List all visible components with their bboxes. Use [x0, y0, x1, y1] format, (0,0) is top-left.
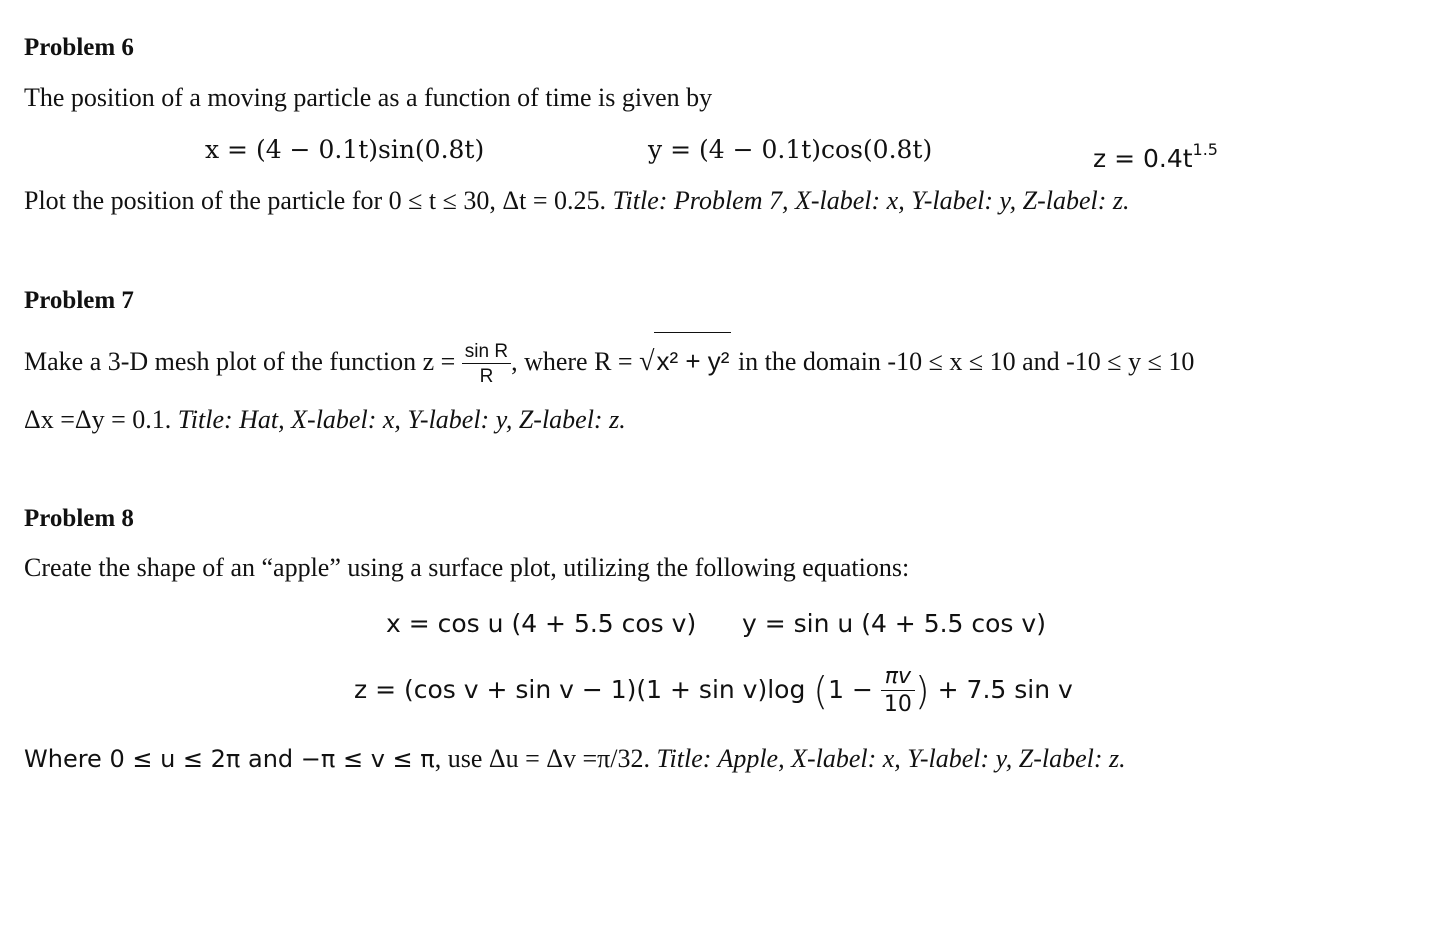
problem-8-domain-line: [24, 743, 1126, 775]
right-paren: ): [914, 669, 930, 713]
fraction-denominator: 10: [883, 692, 912, 717]
fraction-denominator: R: [479, 366, 494, 388]
pi-v-over-10-fraction: [881, 666, 915, 716]
problem-8-equation-y: y = sin u (4 + 5.5 cos v): [742, 609, 1046, 638]
sinr-over-r-fraction: [462, 342, 511, 386]
problem-6-equation-z: [1093, 134, 1218, 175]
problem-8-step: , use Δu = Δv =π/32.: [434, 744, 657, 773]
problem-7-heading: Problem 7: [24, 287, 134, 314]
problem-6-equation-x: x = (4 − 0.1t)sin(0.8t): [205, 135, 485, 164]
problem-7-step: Δx =Δy = 0.1.: [24, 405, 178, 434]
equation-z-end: + 7.5 sin v: [929, 675, 1073, 704]
problem-7-labels: Title: Hat, X-label: x, Y-label: y, Z-label: z.: [177, 405, 626, 434]
square-root: [639, 332, 731, 390]
problem-6-intro: The position of a moving particle as a function of time is given by: [24, 83, 713, 112]
problem-7-line-mid: , where R =: [511, 347, 640, 376]
fraction-numerator: sin R: [462, 342, 511, 364]
problem-7-line-start: Make a 3-D mesh plot of the function z =: [24, 347, 462, 376]
radicand: x² + y²: [654, 332, 731, 389]
left-paren: (: [813, 669, 829, 713]
problem-6-labels: Title: Problem 7, X-label: x, Y-label: y, Z-label: z.: [612, 186, 1130, 215]
equation-z-base: z = 0.4t: [1093, 144, 1193, 173]
problem-8-domain-math: Where 0 ≤ u ≤ 2π and −π ≤ v ≤ π: [24, 745, 435, 773]
problem-7-function-line: [24, 332, 1194, 390]
problem-8-labels: Title: Apple, X-label: x, Y-label: y, Z-label: z.: [656, 744, 1126, 773]
fraction-numerator: πv: [881, 666, 915, 691]
problem-6-heading: Problem 6: [24, 34, 134, 61]
problem-7-line-end: in the domain -10 ≤ x ≤ 10 and -10 ≤ y ≤ 10: [731, 347, 1195, 376]
problem-8-equation-x: x = cos u (4 + 5.5 cos v): [386, 609, 697, 638]
radical-sign-icon: √: [639, 346, 655, 377]
equation-z-one-minus: 1 −: [828, 675, 881, 704]
problem-8-heading: Problem 8: [24, 505, 134, 532]
equation-z-exponent: 1.5: [1192, 140, 1218, 159]
problem-6-instruction-text: Plot the position of the particle for 0 ≤ t ≤ 30, Δt = 0.25.: [24, 186, 613, 215]
problem-6-instruction: [24, 185, 1130, 217]
equation-z-start: z = (cos v + sin v − 1)(1 + sin v)log: [354, 675, 814, 704]
problem-6-equation-y: y = (4 − 0.1t)cos(0.8t): [648, 135, 933, 164]
problem-8-intro: Create the shape of an “apple” using a surface plot, utilizing the following equations:: [24, 553, 910, 582]
problem-7-step-line: [24, 404, 626, 436]
problem-8-equation-z: [354, 660, 1073, 721]
